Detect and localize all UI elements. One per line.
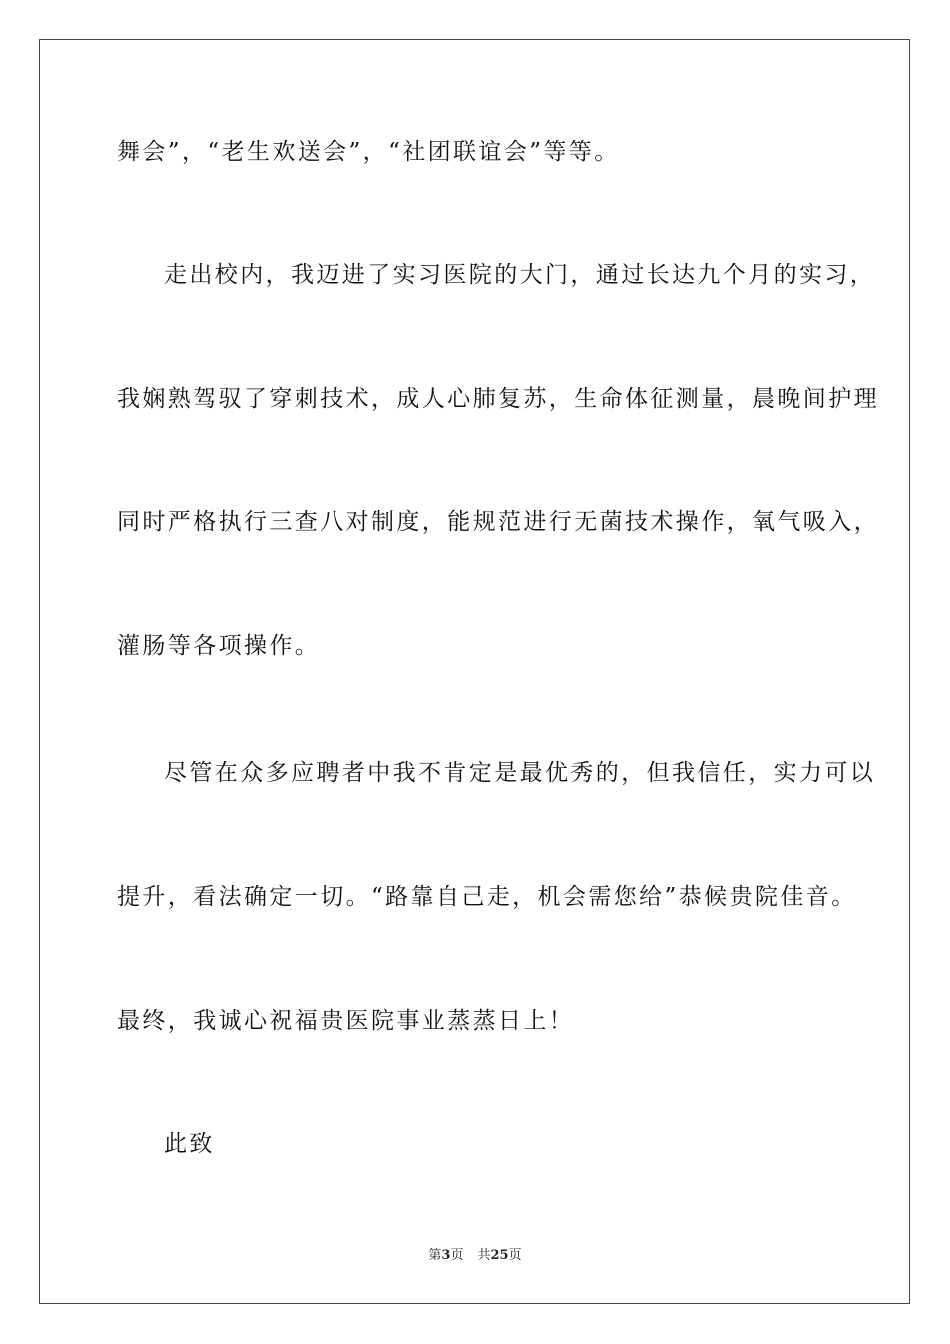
total-suffix: 页 bbox=[508, 1248, 522, 1263]
text-line-6: 尽管在众多应聘者中我不肯定是最优秀的，但我信任，实力可以 bbox=[164, 760, 876, 786]
text-line-4: 同时严格执行三查八对制度，能规范进行无菌技术操作，氧气吸入， bbox=[117, 509, 879, 535]
page-border bbox=[39, 39, 910, 1304]
text-line-2: 走出校内，我迈进了实习医院的大门，通过长达九个月的实习， bbox=[164, 262, 876, 288]
total-pages: 25 bbox=[490, 1248, 509, 1263]
text-line-7: 提升，看法确定一切。“路靠自己走，机会需您给”恭候贵院佳音。 bbox=[117, 884, 857, 910]
total-prefix: 共 bbox=[477, 1248, 491, 1263]
closing-salutation: 此致 bbox=[164, 1131, 215, 1157]
page-footer bbox=[0, 1247, 950, 1265]
page-prefix: 第 bbox=[428, 1248, 442, 1263]
text-line-5: 灌肠等各项操作。 bbox=[117, 633, 321, 659]
text-line-3: 我娴熟驾驭了穿刺技术，成人心肺复苏，生命体征测量，晨晚间护理 bbox=[117, 386, 879, 412]
page-suffix: 页 bbox=[450, 1248, 464, 1263]
text-line-8: 最终，我诚心祝福贵医院事业蒸蒸日上！ bbox=[117, 1008, 575, 1034]
page-number: 3 bbox=[441, 1248, 451, 1263]
text-line-1: 舞会”，“老生欢送会”，“社团联谊会”等等。 bbox=[117, 139, 620, 165]
